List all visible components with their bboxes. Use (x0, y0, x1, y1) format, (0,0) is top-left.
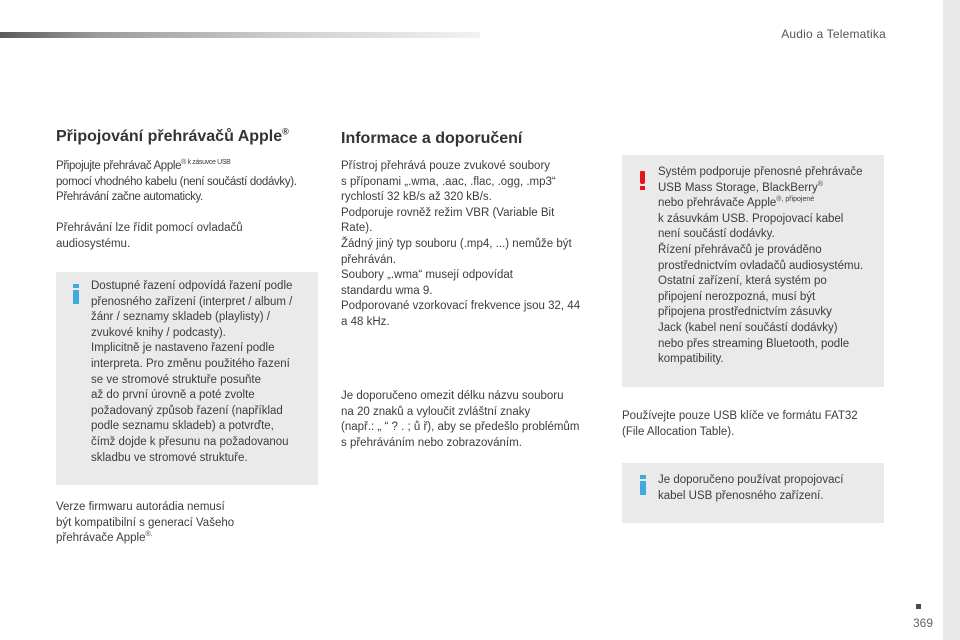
page-marker (916, 604, 921, 609)
cable-info-note (622, 463, 884, 523)
left-column (56, 128, 326, 146)
firmware-text: Verze firmwaru autorádia nemusí být kompatibilní s generací Vašeho přehrávače Apple®. (56, 501, 235, 545)
filename-advice-text: Je doporučeno omezit délku názvu souboru na 20 znaků a vyloučit zvláštní znaky (např.: „ “ ? . ; ů ř), aby se předešlo problémům s přehráváním nebo zobrazováním. (341, 390, 580, 449)
header-gradient-bar (0, 32, 480, 38)
registered-mark: ® (282, 126, 289, 137)
supported-formats-text: Přístroj přehrává pouze zvukové soubory s příponami „.wma, .aac, .flac, .ogg, .mp3“ rychlostí 32 kB/s až 320 kB/s. Podporuje rovněž režim VBR (Variable Bit Rate). Žádný jiný typ souboru (.mp4, ...) nemůže být přehráván. Soubory „.wma“ musejí odpovídat standardu wma 9. Podporované vzorkovací frekvence jsou 32, 44 a 48 kHz. (341, 160, 581, 328)
sorting-info-text: Dostupné řazení odpovídá řazení podle přenosného zařízení (interpret / album / žánr / seznamy skladeb (playlisty) / zvukové knihy / podcasty). Implicitně je nastaveno řazení podle interpreta. Pro změnu použitého řazení se ve stromové struktuře posuňte až do první úrovně a poté zvolte požadovaný způsob řazení (například podle seznamu skladeb) a potvrďte, čímž dojde k přesunu na požadovanou skladbu ve stromové struktuře. (91, 280, 293, 464)
cable-info-text: Je doporučeno používat propojovací kabel USB přenosného zařízení. (658, 474, 844, 502)
page-number: 369 (913, 616, 934, 630)
sorting-info-note (56, 272, 318, 485)
page-edge-strip (943, 0, 960, 640)
apple-intro: Připojujte přehrávač Apple$^{® k zásuvce USB}$ pomocí vhodného kabelu (není součástí dodávky). Přehrávání začne automaticky. (56, 159, 297, 204)
apple-heading: Připojování přehrávačů Apple® (56, 126, 289, 145)
compatibility-warning-note (622, 155, 884, 387)
compatibility-warning-text: Systém podporuje přenosné přehrávače USB Mass Storage, BlackBerry® nebo přehrávače Apple$^{®, připojené}$ k zásuvkám USB. Propojovací kabel není součástí dodávky. Řízení přehrávačů je prováděno prostřednictvím ovladačů audiosystému. Ostatní zařízení, která systém po připojení nerozpozná, musí být připojena prostřednictvím zásuvky Jack (kabel není součástí dodávky) nebo přes streaming Bluetooth, podle kompatibility. (658, 166, 864, 366)
info-heading: Informace a doporučení (341, 130, 523, 147)
section-title: Audio a Telematika (781, 27, 886, 41)
apple-control-text: Přehrávání lze řídit pomocí ovladačů audiosystému. (56, 222, 243, 250)
fat32-text: Používejte pouze USB klíče ve formátu FAT32 (File Allocation Table). (622, 410, 858, 438)
middle-column (341, 130, 611, 148)
